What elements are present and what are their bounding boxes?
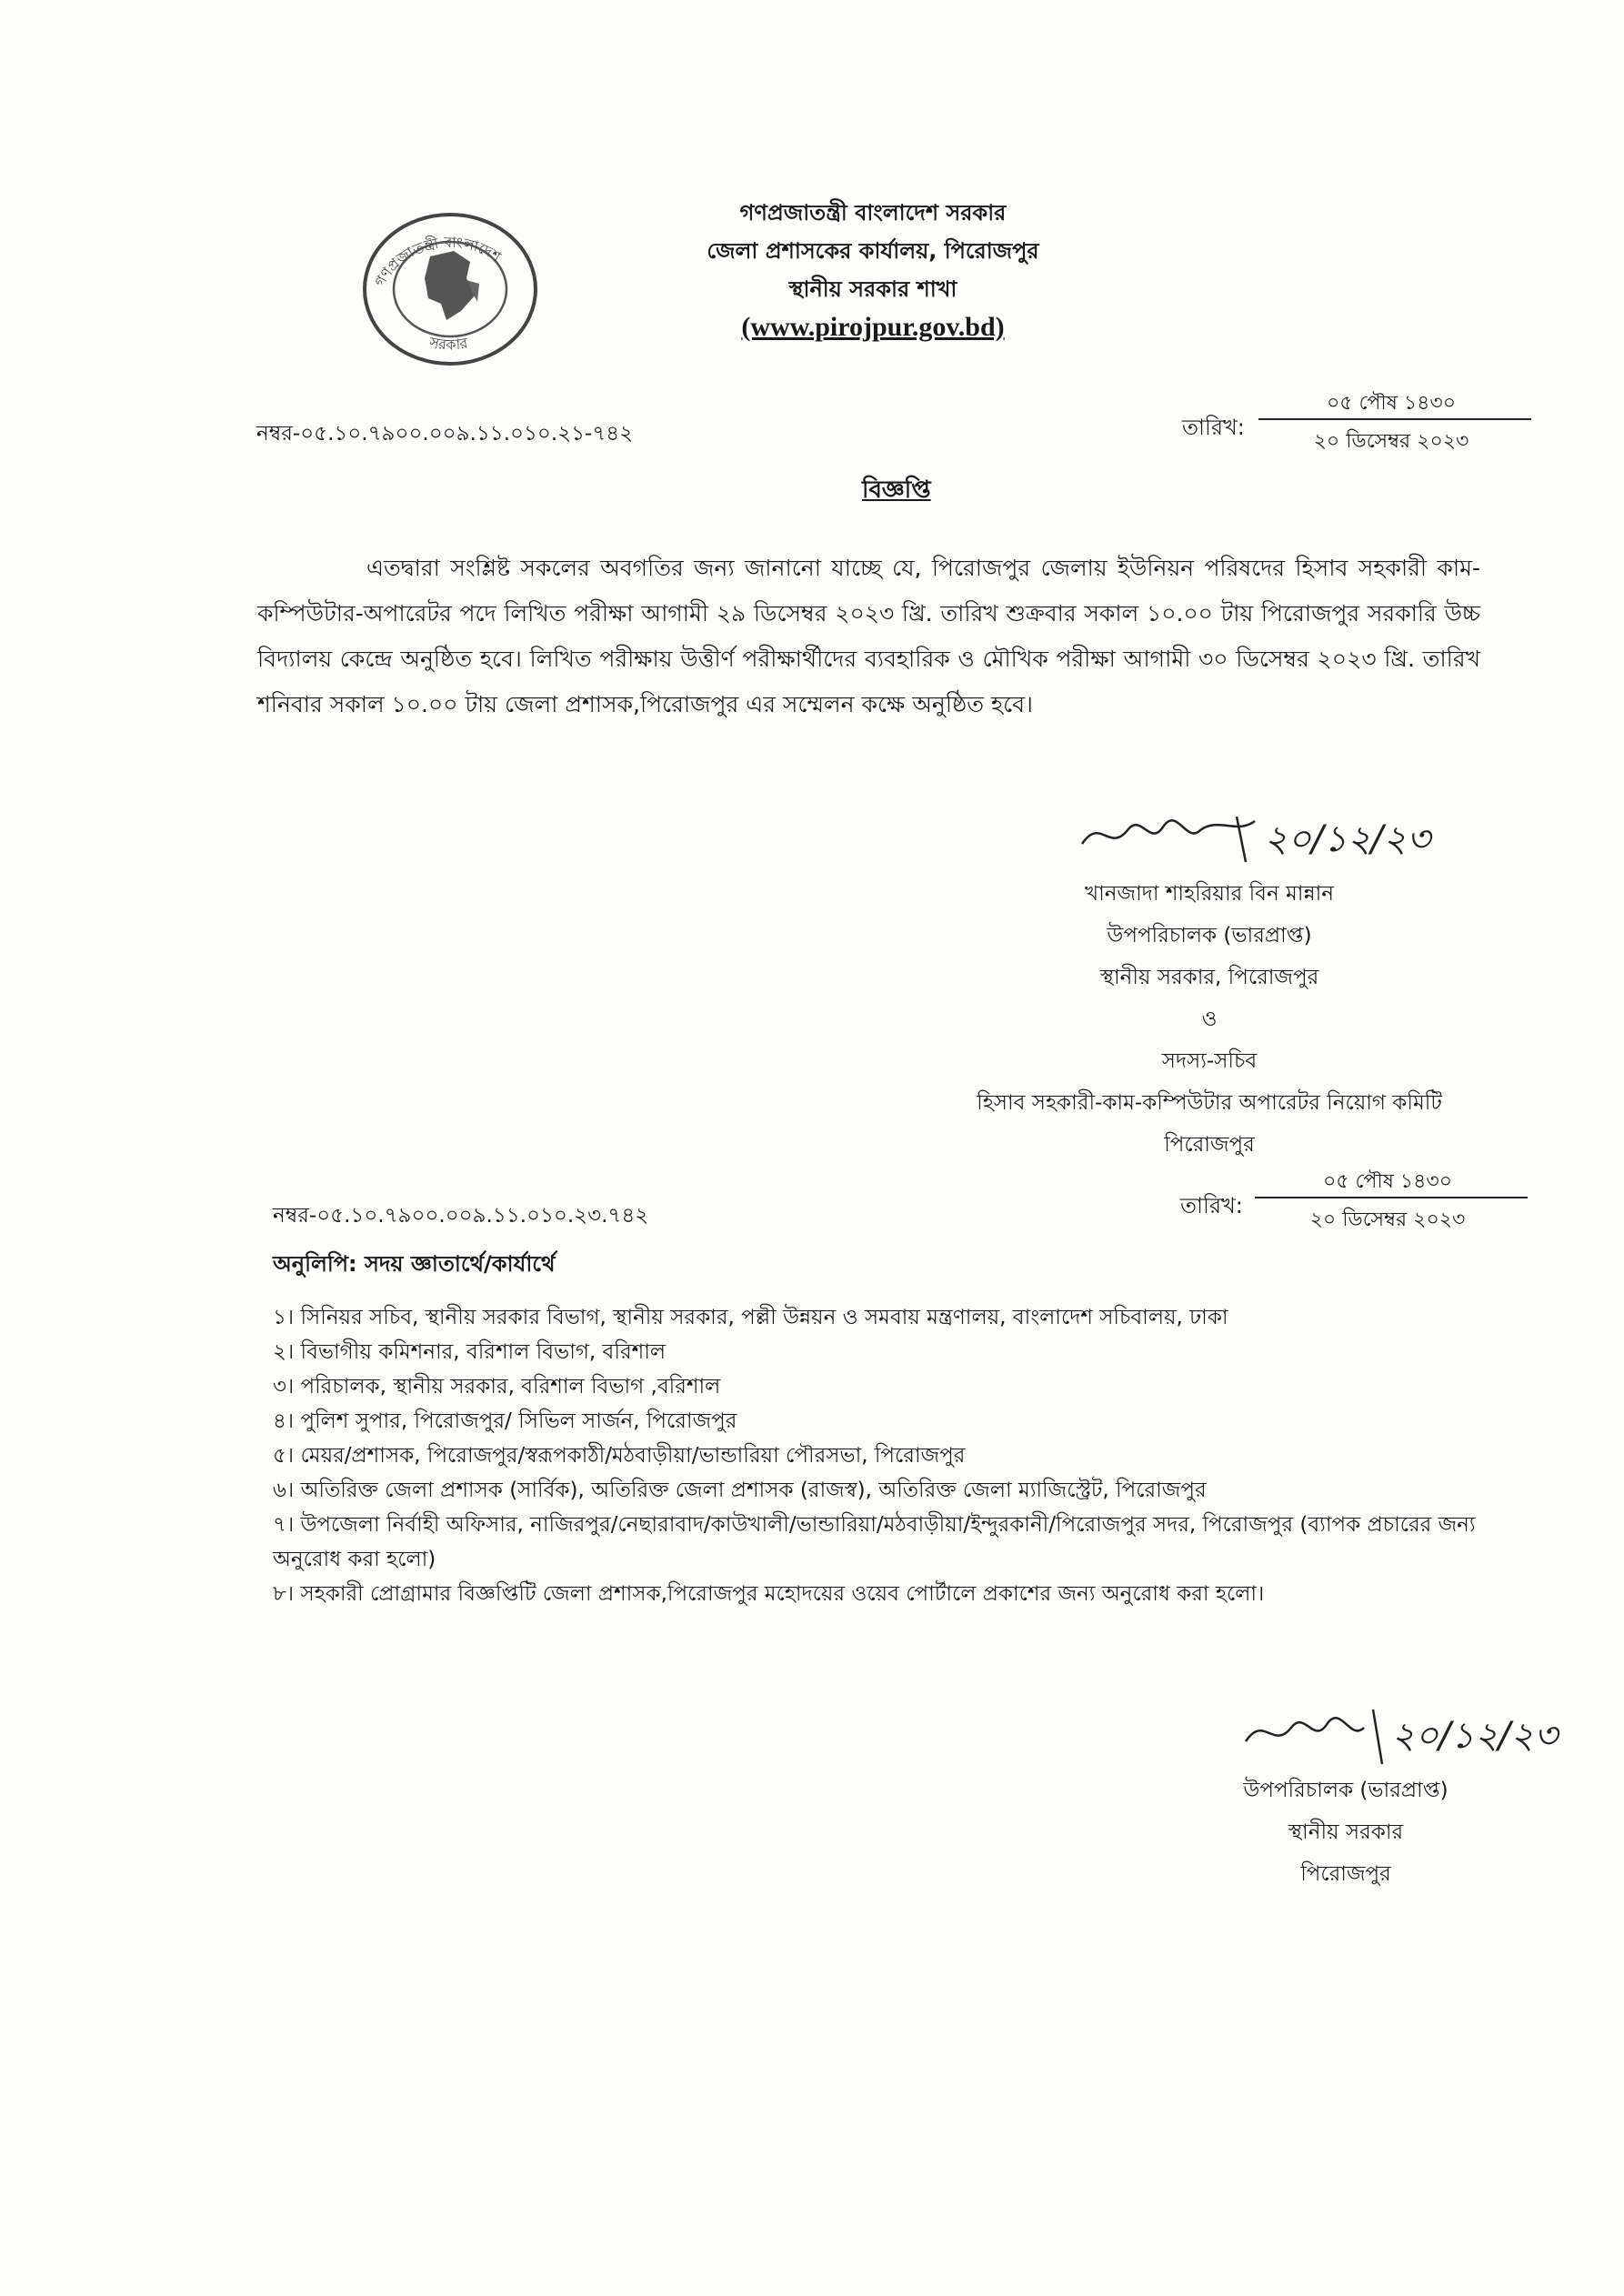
memo-number-copy: নম্বর-০৫.১০.৭৯০০.০০৯.১১.০১০.২৩.৭৪২ bbox=[273, 1204, 649, 1228]
list-item: ১। সিনিয়র সচিব, স্থানীয় সরকার বিভাগ, স্থানীয় সরকার, পল্লী উন্নয়ন ও সমবায় মন্ত্রণালয়, বাংলাদেশ সচিবালয়, ঢাকা bbox=[273, 1306, 1228, 1329]
list-item: ২। বিভাগীয় কমিশনার, বরিশাল বিভাগ, বরিশাল bbox=[273, 1340, 667, 1364]
date-bangla: ০৫ পৌষ ১৪৩০ bbox=[1326, 392, 1456, 415]
notice-body: এতদ্বারা সংশ্লিষ্ট সকলের অবগতির জন্য জানানো যাচ্ছে যে, পিরোজপুর জেলায় ইউনিয়ন পরিষদের হিসাব সহকারী কাম-কম্পিউটার-অপারেটর পদে লিখিত পরীক্ষা আগামী ২৯ ডিসেম্বর ২০২৩ খ্রি. তারিখ শুক্রবার সকাল ১০.০০ টায় পিরোজপুর সরকারি উচ্চ বিদ্যালয় কেন্দ্রে অনুষ্ঠিত হবে। লিখিত পরীক্ষায় উত্তীর্ণ পরীক্ষার্থীদের ব্যবহারিক ও মৌখিক পরীক্ষা আগামী ৩০ ডিসেম্বর ২০২৩ খ্রি. তারিখ শনিবার সকাল ১০.০০ টায় জেলা প্রশাসক,পিরোজপুর এর সম্মেলন কক্ষে অনুষ্ঠিত হবে। bbox=[257, 555, 1480, 717]
signatory-1-place: পিরোজপুর bbox=[1164, 1133, 1255, 1157]
signatory-2-office: স্থানীয় সরকার bbox=[1288, 1820, 1404, 1844]
date-english-copy: ২০ ডিসেম্বর ২০২৩ bbox=[1309, 1208, 1466, 1231]
svg-text:সরকার bbox=[426, 333, 469, 353]
memo-number: নম্বর-০৫.১০.৭৯০০.০০৯.১১.০১০.২১-৭৪২ bbox=[256, 422, 634, 446]
notice-title: বিজ্ঞপ্তি bbox=[862, 476, 931, 504]
list-item: ৪। পুলিশ সুপার, পিরোজপুর/ সিভিল সার্জন, পিরোজপুর bbox=[273, 1409, 737, 1433]
signature-2-date: ২০/১২/২৩ bbox=[1391, 1715, 1558, 1757]
signature-2 bbox=[1237, 1673, 1600, 1777]
list-item: ৩। পরিচালক, স্থানীয় সরকার, বরিশাল বিভাগ ,বরিশাল bbox=[273, 1375, 721, 1399]
date-english: ২০ ডিসেম্বর ২০২৩ bbox=[1313, 430, 1469, 453]
list-item: ৮। সহকারী প্রোগ্রামার বিজ্ঞপ্তিটি জেলা প্রশাসক,পিরোজপুর মহোদয়ের ওয়েব পোর্টালে প্রকাশের জন্য অনুরোধ করা হলো। bbox=[273, 1582, 1265, 1606]
copies-heading: অনুলিপি: সদয় জ্ঞাতার্থে/কার্যার্থে bbox=[273, 1251, 556, 1277]
header-government: গণপ্রজাতন্ত্রী বাংলাদেশ সরকার bbox=[739, 200, 1007, 226]
list-item: ৬। অতিরিক্ত জেলা প্রশাসক (সার্বিক), অতিরিক্ত জেলা প্রশাসক (রাজস্ব), অতিরিক্ত জেলা ম্যাজিস্ট্রেট, পিরোজপুর bbox=[273, 1479, 1207, 1502]
date-divider bbox=[1258, 418, 1531, 420]
signatory-2-place: পিরোজপুর bbox=[1300, 1862, 1391, 1886]
government-seal bbox=[359, 211, 541, 367]
date-bangla-copy: ০৫ পৌষ ১৪৩০ bbox=[1322, 1170, 1452, 1193]
signatory-1-and: ও bbox=[1201, 1008, 1218, 1031]
seal-text-top: গণপ্রজাতন্ত্রী বাংলাদেশ bbox=[370, 233, 505, 290]
header-office: জেলা প্রশাসকের কার্যালয়, পিরোজপুর bbox=[707, 238, 1039, 264]
signatory-2-designation: উপপরিচালক (ভারপ্রাপ্ত) bbox=[1243, 1779, 1449, 1802]
copies-list bbox=[273, 1300, 1491, 1611]
list-item: ৭। উপজেলা নির্বাহী অফিসার, নাজিরপুর/নেছারাবাদ/কাউখালী/ভান্ডারিয়া/মঠবাড়ীয়া/ইন্দুরকানী/পিরোজপুর সদর, পিরোজপুর (ব্যাপক প্রচারের জন্য অনুরোধ করা হলো) bbox=[273, 1513, 1476, 1571]
signatory-1-name: খানজাদা শাহরিয়ার বিন মান্নান bbox=[1085, 882, 1334, 906]
signature-1-date: ২০/১২/২৩ bbox=[1264, 818, 1430, 860]
date-divider-copy bbox=[1255, 1197, 1528, 1198]
signatory-1-designation: উপপরিচালক (ভারপ্রাপ্ত) bbox=[1107, 924, 1312, 947]
signatory-1-role: সদস্য-সচিব bbox=[1161, 1049, 1258, 1073]
list-item: ৫। মেয়র/প্রশাসক, পিরোজপুর/স্বরূপকাঠী/মঠবাড়ীয়া/ভান্ডারিয়া পৌরসভা, পিরোজপুর bbox=[273, 1444, 966, 1468]
date-label: তারিখ: bbox=[1182, 415, 1245, 440]
header-branch: স্থানীয় সরকার শাখা bbox=[788, 276, 957, 302]
signatory-1-committee: হিসাব সহকারী-কাম-কম্পিউটার অপারেটর নিয়োগ কমিটি bbox=[977, 1091, 1442, 1115]
signature-1 bbox=[1073, 780, 1455, 875]
seal-text-bottom: সরকার bbox=[427, 333, 469, 354]
header-website-link[interactable]: (www.pirojpur.gov.bd) bbox=[741, 312, 1005, 342]
date-label-copy: তারিখ: bbox=[1180, 1193, 1243, 1218]
signatory-1-office: স্থানীয় সরকার, পিরোজপুর bbox=[1099, 966, 1319, 989]
